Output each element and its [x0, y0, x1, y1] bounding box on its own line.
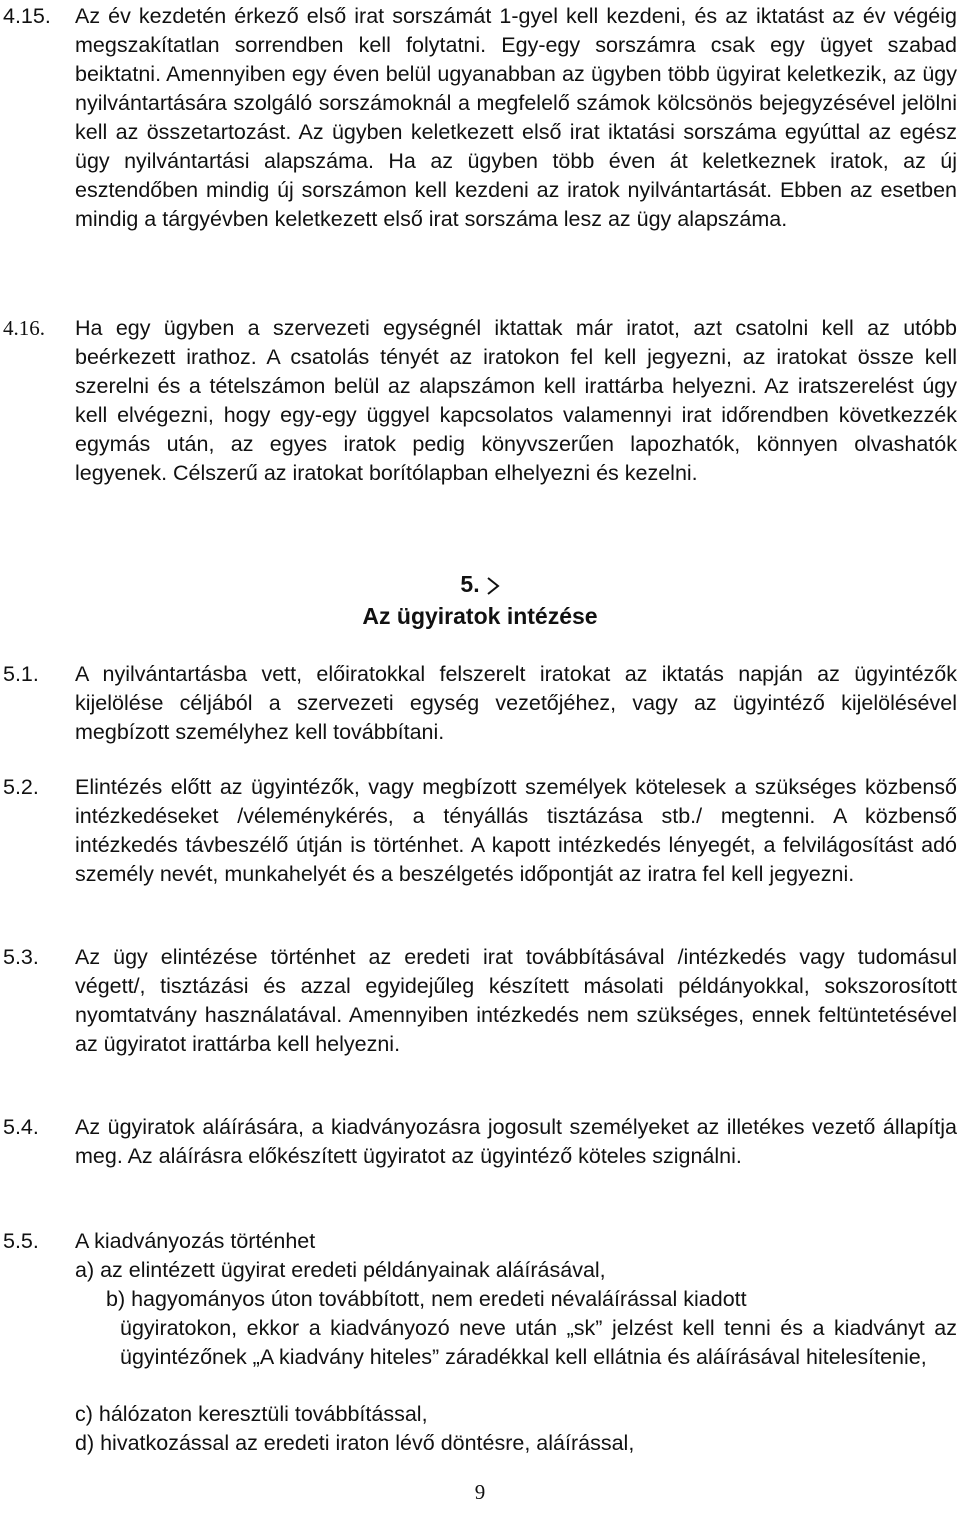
section-number: 4.16. [3, 316, 45, 340]
section-number: 5.3. [3, 945, 39, 969]
chapter-number: 5. [460, 571, 480, 597]
list-item-b [106, 1285, 957, 1372]
paragraph: A nyilvántartásba vett, előiratokkal felszerelt iratokat az iktatás napján az ügyintézők kijelölése céljából a szervezeti egység vezetőjéhez, vagy az ügyintéző kijelölésével megbízott személyhez kell továbbítani. [75, 662, 957, 744]
list-item-c: c) hálózaton keresztüli továbbítással, [75, 1402, 428, 1426]
section-number: 5.2. [3, 775, 39, 799]
section-5-2-text [75, 773, 957, 889]
section-number: 4.15. [3, 4, 51, 28]
paragraph: Az ügy elintézése történhet az eredeti irat továbbításával /intézkedés vagy tudomásul végett/, tisztázási és azzal egyidejűleg készített másolati példányokkal, sokszorosított nyomtatvány használatával. Amennyiben intézkedés nem szükséges, ennek feltüntetésével az ügyiratot irattárba kell helyezni. [75, 945, 957, 1056]
paragraph: Ha egy ügyben a szervezeti egységnél iktattak már iratot, azt csatolni kell az utóbb beérkezett irathoz. A csatolás tényét az iratokon fel kell jegyezni, az iratokat össze kell szerelni és a tételszámon belül az alapszámon kell irattárba helyezni. Az iratszerelést úgy kell elvégezni, hogy egy-egy üggyel kapcsolatos valamennyi irat időrendben következzék egymás után, az egyes iratok pedig könyvszerűen lapozhatók, könnyen olvashatók legyenek. Célszerű az iratokat borítólapban elhelyezni és kezelni. [75, 316, 957, 485]
list-item-a: a) az elintézett ügyirat eredeti példányainak aláírásával, [75, 1258, 606, 1282]
section-4-15-text [75, 2, 957, 234]
section-5-4-text [75, 1113, 957, 1171]
paragraph: Az év kezdetén érkező első irat sorszámát 1-gyel kell kezdeni, és az iktatást az év végéig megszakítatlan sorrendben kell folytatni. Egy-egy sorszámra csak egy ügyet szabad beiktatni. Amennyiben egy éven belül ugyanabban az ügyben több ügyirat keletkezik, az ügy nyilvántartására szolgáló sorszámoknál a megfelelő számok kölcsönös bejegyzésével jelölni kell az összetartozást. Az ügyben keletkezett első irat iktatási sorszáma egyúttal az egész ügy nyilvántartási alapszáma. Ha az ügyben több éven át keletkeznek iratok, az új esztendőben mindig új sorszámon kell kezdeni az iratok nyilvántartását. Ebben az esetben mindig a tárgyévben keletkezett első irat sorszáma lesz az ügy alapszáma. [75, 4, 957, 231]
section-4-16-text [75, 314, 957, 488]
list-item-b-continuation: ügyiratokon, ekkor a kiadványozó neve után „sk” jelzést kell tenni és a kiadványt az ügyintézőnek „A kiadvány hiteles” záradékkal kell ellátnia és aláírásával hitelesítenie, [120, 1316, 957, 1369]
chapter-number-line [0, 568, 960, 600]
section-number: 5.4. [3, 1115, 39, 1139]
paragraph: Elintézés előtt az ügyintézők, vagy megbízott személyek kötelesek a szükséges közbenső intézkedéseket /véleménykérés, a tényállás tisztázása stb./ megtenni. A közbenső intézkedés távbeszélő útján is történhet. A kapott intézkedés lényegét, a felvilágosítást adó személy nevét, munkahelyét és a beszélgetés időpontját az iratra fel kell jegyezni. [75, 775, 957, 886]
paragraph: Az ügyiratok aláírására, a kiadványozásra jogosult személyeket az illetékes vezető állapítja meg. Az aláírásra előkészített ügyiratot az ügyintéző köteles szignálni. [75, 1115, 957, 1168]
section-5-1-text [75, 660, 957, 747]
underline-mark-icon [486, 572, 500, 592]
list-item-d: d) hivatkozással az eredeti iraton lévő döntésre, aláírással, [75, 1431, 635, 1455]
section-5-5-intro: A kiadványozás történhet [75, 1229, 316, 1253]
section-number: 5.1. [3, 662, 39, 686]
section-5-3-text [75, 943, 957, 1059]
page-number: 9 [474, 1480, 486, 1504]
section-number: 5.5. [3, 1229, 39, 1253]
chapter-title: Az ügyiratok intézése [362, 603, 598, 629]
list-item-b-first-line: b) hagyományos úton továbbított, nem eredeti névaláírással kiadott [106, 1287, 747, 1311]
